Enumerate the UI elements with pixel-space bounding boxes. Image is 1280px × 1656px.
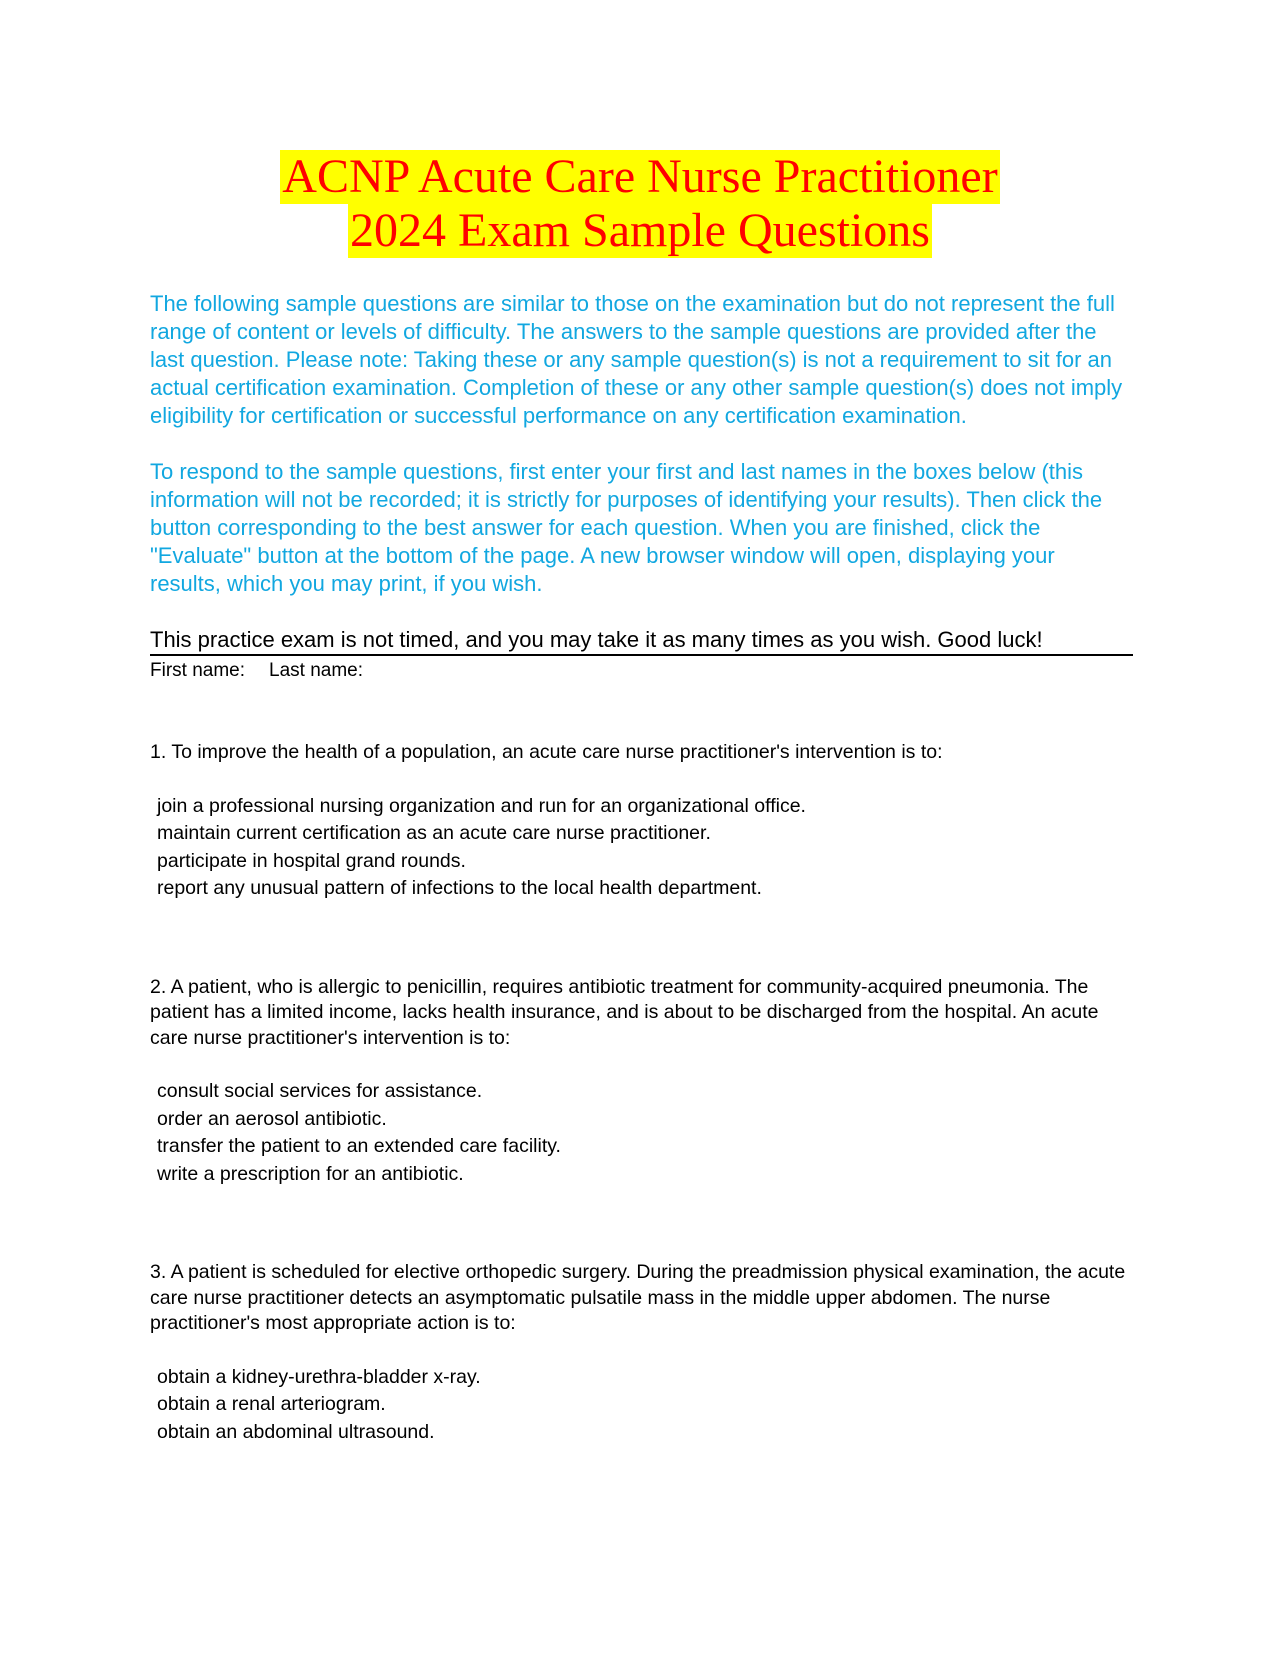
answer-option[interactable]: report any unusual pattern of infections to the local health department. <box>157 877 762 899</box>
answer-option[interactable]: transfer the patient to an extended care facility. <box>157 1135 561 1157</box>
answer-option[interactable]: maintain current certification as an acute care nurse practitioner. <box>157 822 711 844</box>
answer-options <box>150 1364 1130 1447</box>
answer-option[interactable]: obtain a renal arteriogram. <box>157 1393 386 1415</box>
question-text: 1. To improve the health of a population, an acute care nurse practitioner's intervention is to: <box>150 741 943 763</box>
answer-option[interactable]: obtain an abdominal ultrasound. <box>157 1420 435 1443</box>
answer-option[interactable]: order an aerosol antibiotic. <box>157 1107 387 1130</box>
title-line-2: 2024 Exam Sample Questions <box>350 204 930 257</box>
last-name-label: Last name: <box>269 660 364 681</box>
title-line-1: ACNP Acute Care Nurse Practitioner <box>282 150 998 203</box>
name-fields-row <box>150 658 1130 684</box>
answer-option[interactable]: consult social services for assistance. <box>157 1080 483 1102</box>
question-text: 2. A patient, who is allergic to penicillin, requires antibiotic treatment for community-acquired pneumonia. The patient has a limited income, lacks health insurance, and is about to be discharged from the hospital. An acute care nurse practitioner's intervention is to: <box>150 975 1099 1049</box>
answer-options <box>150 793 1130 903</box>
document-page <box>150 150 1130 1446</box>
answer-options <box>150 1078 1130 1188</box>
document-title <box>150 150 1130 258</box>
question-2 <box>150 975 1130 1189</box>
question-1 <box>150 740 1130 903</box>
intro-paragraph-1: The following sample questions are similar to those on the examination but do not represent the full range of content or levels of difficulty. The answers to the sample questions are provided after the last question. Please note: Taking these or any sample question(s) is not a requirement to sit for an actual certification examination. Completion of these or any other sample question(s) does not imply eligibility for certification or successful performance on any certification examination. <box>150 291 1123 428</box>
answer-option[interactable]: write a prescription for an antibiotic. <box>157 1162 464 1185</box>
question-text: 3. A patient is scheduled for elective orthopedic surgery. During the preadmission physical examination, the acute care nurse practitioner detects an asymptomatic pulsatile mass in the middle upper abdomen. The nurse practitioner's most appropriate action is to: <box>150 1261 1126 1334</box>
intro-paragraph-2: To respond to the sample questions, first enter your first and last names in the boxes below (this information will not be recorded; it is strictly for purposes of identifying your results). Then click the button corresponding to the best answer for each question. When you are finished, click the "Evaluate" button at the bottom of the page. A new browser window will open, displaying your results, which you may print, if you wish. <box>150 459 1103 596</box>
answer-option[interactable]: join a professional nursing organization and run for an organizational office. <box>157 794 806 817</box>
answer-option[interactable]: participate in hospital grand rounds. <box>157 849 466 872</box>
answer-option[interactable]: obtain a kidney-urethra-bladder x-ray. <box>157 1365 481 1388</box>
first-name-label: First name: <box>150 660 246 681</box>
practice-notice: This practice exam is not timed, and you may take it as many times as you wish. Good luck! <box>150 626 1133 656</box>
question-3 <box>150 1260 1130 1446</box>
